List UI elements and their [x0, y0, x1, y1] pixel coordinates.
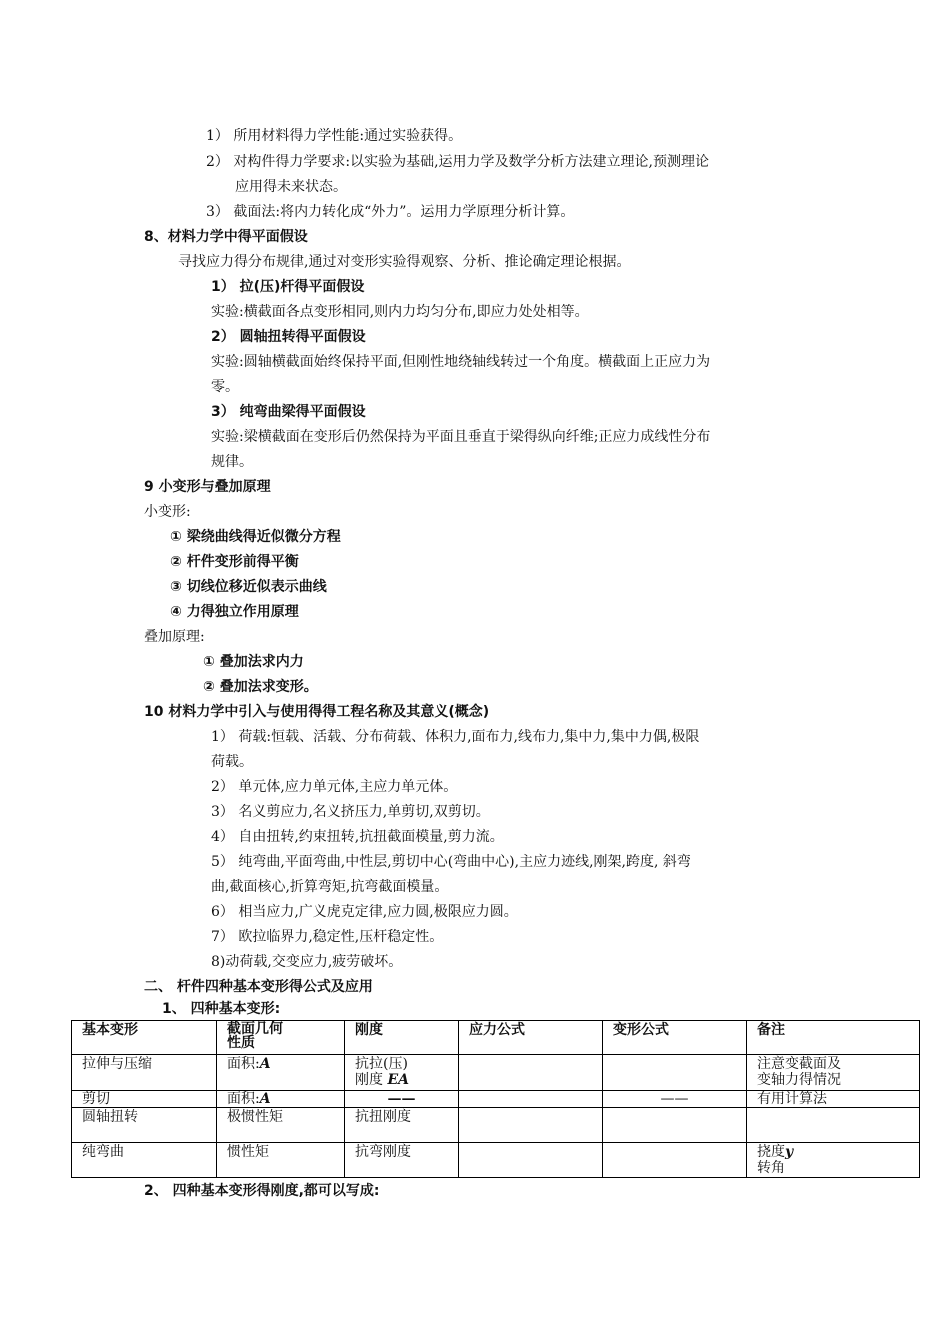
- cell-deformation: 圆轴扭转: [72, 1108, 217, 1143]
- text-8-2-continued: 零。: [211, 379, 239, 395]
- stiffness-label: 抗拉(压): [355, 1056, 408, 1072]
- cell-deformation: 剪切: [72, 1091, 217, 1108]
- cell-stress-formula: [459, 1143, 603, 1178]
- cell-deformation-formula: ——: [603, 1091, 747, 1108]
- cell-geometry: 惯性矩: [217, 1143, 345, 1178]
- concept-8: 8)动荷载,交变应力,疲劳破坏。: [211, 954, 403, 970]
- cell-remarks: 注意变截面及 变轴力得情况: [747, 1055, 920, 1091]
- concept-5: 5） 纯弯曲,平面弯曲,中性层,剪切中心(弯曲中心),主应力迹线,刚架,跨度, 斜弯: [211, 854, 691, 870]
- small-deformation-label: 小变形:: [144, 504, 191, 520]
- cell-remarks: [747, 1108, 920, 1143]
- cell-deformation-formula: [603, 1055, 747, 1091]
- concept-3: 3） 名义剪应力,名义挤压力,单剪切,双剪切。: [211, 804, 490, 820]
- item-1-material-properties: 1） 所用材料得力学性能:通过实验获得。: [206, 128, 463, 144]
- cell-deformation-formula: [603, 1108, 747, 1143]
- header-section-geometry: 截面几何 性质: [217, 1021, 345, 1055]
- cell-remarks: [747, 1143, 920, 1178]
- cell-stress-formula: [459, 1091, 603, 1108]
- item-2-mechanical-requirements: 2） 对构件得力学要求:以实验为基础,运用力学及数学分析方法建立理论,预测理论: [206, 154, 709, 170]
- text-8-3: 实验:梁横截面在变形后仍然保持为平面且垂直于梁得纵向纤维;正应力成线性分布: [211, 429, 711, 445]
- concept-1: 1） 荷载:恒载、活载、分布荷载、体积力,面布力,线布力,集中力,集中力偶,极限: [211, 729, 700, 745]
- geometry-label: 面积:: [227, 1091, 260, 1107]
- table-row: [72, 1108, 920, 1143]
- cell-stiffness: 抗扭刚度: [345, 1108, 459, 1143]
- section-2-1-heading: 1、 四种基本变形:: [162, 1001, 281, 1017]
- concept-4: 4） 自由扭转,约束扭转,抗扭截面模量,剪力流。: [211, 829, 504, 845]
- concept-1-continued: 荷载。: [211, 754, 253, 770]
- table-row: [72, 1091, 920, 1108]
- cell-stiffness: 抗弯刚度: [345, 1143, 459, 1178]
- heading-8-description: 寻找应力得分布规律,通过对变形实验得观察、分析、推论确定理论根据。: [178, 254, 631, 270]
- cell-deformation-formula: [603, 1143, 747, 1178]
- heading-8: 8、材料力学中得平面假设: [144, 229, 308, 245]
- section-2-2-heading: 2、 四种基本变形得刚度,都可以写成:: [144, 1183, 380, 1199]
- cell-stress-formula: [459, 1055, 603, 1091]
- section-2-heading: 二、 杆件四种基本变形得公式及应用: [144, 979, 373, 995]
- cell-stress-formula: [459, 1108, 603, 1143]
- area-symbol: A: [259, 1091, 271, 1107]
- superposition-label: 叠加原理:: [144, 629, 205, 645]
- subheading-8-1: 1） 拉(压)杆得平面假设: [211, 279, 365, 295]
- area-symbol: A: [259, 1056, 271, 1072]
- text-8-1: 实验:横截面各点变形相同,则内力均匀分布,即应力处处相等。: [211, 304, 589, 320]
- concept-5-continued: 曲,截面核心,折算弯矩,抗弯截面模量。: [211, 879, 449, 895]
- small-deformation-item-2: ② 杆件变形前得平衡: [170, 554, 299, 570]
- cell-geometry: 极惯性矩: [217, 1108, 345, 1143]
- rotation-label: 转角: [757, 1160, 785, 1176]
- header-stiffness: 刚度: [345, 1021, 459, 1055]
- item-2-continued: 应用得未来状态。: [235, 179, 347, 195]
- heading-10: 10 材料力学中引入与使用得得工程名称及其意义(概念): [144, 704, 490, 720]
- header-basic-deformation: 基本变形: [72, 1021, 217, 1055]
- header-stress-formula: 应力公式: [459, 1021, 603, 1055]
- table-row: [72, 1055, 920, 1091]
- deflection-label: 挠度: [757, 1144, 785, 1160]
- geometry-label: 面积:: [227, 1056, 260, 1072]
- cell-deformation: 纯弯曲: [72, 1143, 217, 1178]
- superposition-item-2: ② 叠加法求变形。: [203, 679, 318, 695]
- cell-remarks: 有用计算法: [747, 1091, 920, 1108]
- small-deformation-item-3: ③ 切线位移近似表示曲线: [170, 579, 327, 595]
- cell-geometry: [217, 1091, 345, 1108]
- subheading-8-2: 2） 圆轴扭转得平面假设: [211, 329, 366, 345]
- heading-9: 9 小变形与叠加原理: [144, 479, 271, 495]
- cell-stiffness: ——: [345, 1091, 459, 1108]
- concept-2: 2） 单元体,应力单元体,主应力单元体。: [211, 779, 458, 795]
- cell-stiffness: [345, 1055, 459, 1091]
- text-8-2: 实验:圆轴横截面始终保持平面,但刚性地绕轴线转过一个角度。横截面上正应力为: [211, 354, 711, 370]
- table-row: [72, 1143, 920, 1178]
- cell-geometry: [217, 1055, 345, 1091]
- concept-7: 7） 欧拉临界力,稳定性,压杆稳定性。: [211, 929, 444, 945]
- cell-deformation: 拉伸与压缩: [72, 1055, 217, 1091]
- stiffness-symbol: EA: [387, 1072, 409, 1088]
- header-deformation-formula: 变形公式: [603, 1021, 747, 1055]
- stiffness-label-2: 刚度: [355, 1072, 388, 1088]
- small-deformation-item-4: ④ 力得独立作用原理: [170, 604, 299, 620]
- text-8-3-continued: 规律。: [211, 454, 253, 470]
- superposition-item-1: ① 叠加法求内力: [203, 654, 304, 670]
- table-header-row: [72, 1021, 920, 1055]
- item-3-section-method: 3） 截面法:将内力转化成“外力”。运用力学原理分析计算。: [206, 204, 575, 220]
- deflection-symbol: y: [785, 1144, 794, 1160]
- deformation-table: [71, 1020, 920, 1178]
- header-remarks: 备注: [747, 1021, 920, 1055]
- small-deformation-item-1: ① 梁绕曲线得近似微分方程: [170, 529, 341, 545]
- subheading-8-3: 3） 纯弯曲梁得平面假设: [211, 404, 366, 420]
- concept-6: 6） 相当应力,广义虎克定律,应力圆,极限应力圆。: [211, 904, 518, 920]
